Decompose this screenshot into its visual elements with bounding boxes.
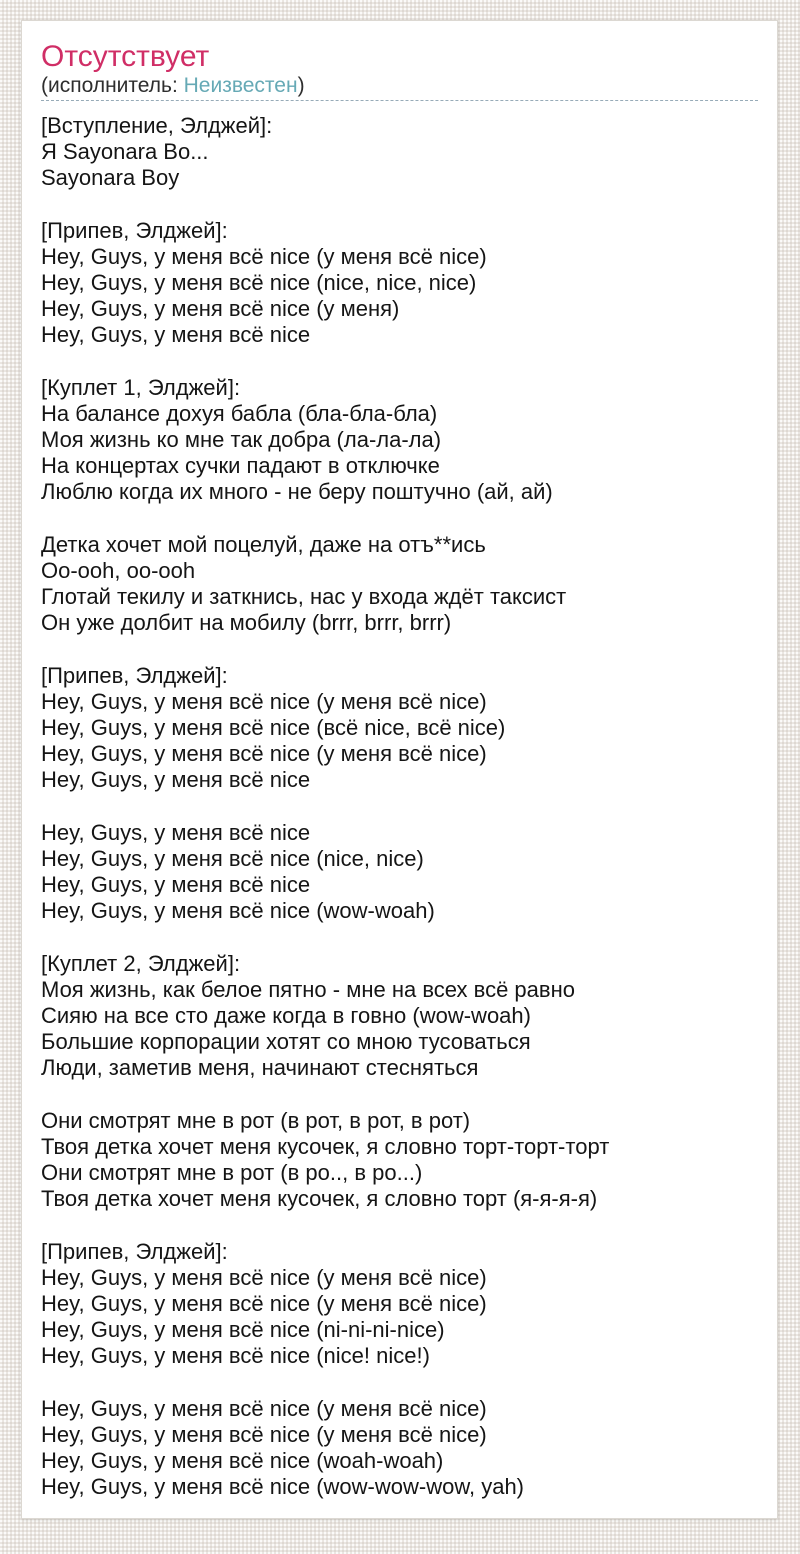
artist-label-suffix: )	[297, 74, 305, 97]
lyric-line: Sayonara Boy	[41, 165, 180, 190]
lyric-stanza	[41, 663, 758, 793]
lyric-stanza	[41, 1239, 758, 1369]
lyric-line: Hey, Guys, у меня всё nice	[41, 820, 311, 845]
lyric-line: [Куплет 2, Элджей]:	[41, 951, 241, 976]
lyric-line: Hey, Guys, у меня всё nice	[41, 872, 311, 897]
lyric-stanza	[41, 1108, 758, 1212]
lyric-line: Hey, Guys, у меня всё nice (nice, nice, nice)	[41, 270, 477, 295]
lyric-line: Hey, Guys, у меня всё nice (nice! nice!)	[41, 1343, 430, 1368]
lyric-line: Моя жизнь, как белое пятно - мне на всех всё равно	[41, 977, 575, 1002]
lyric-stanza	[41, 113, 758, 191]
lyric-line: Hey, Guys, у меня всё nice (у меня всё nice)	[41, 689, 487, 714]
lyric-line: Hey, Guys, у меня всё nice (у меня всё nice)	[41, 1265, 487, 1290]
lyric-stanza	[41, 532, 758, 636]
lyric-line: Детка хочет мой поцелуй, даже на отъ**ись	[41, 532, 486, 557]
lyric-line: Моя жизнь ко мне так добра (ла-ла-ла)	[41, 427, 442, 452]
lyric-line: [Вступление, Элджей]:	[41, 113, 273, 138]
lyric-line: Hey, Guys, у меня всё nice (у меня всё nice)	[41, 244, 487, 269]
lyric-line: Люблю когда их много - не беру поштучно (ай, ай)	[41, 479, 553, 504]
lyric-line: Hey, Guys, у меня всё nice (woah-woah)	[41, 1448, 444, 1473]
artist-label: (исполнитель:	[41, 74, 184, 97]
lyric-line: Они смотрят мне в рот (в рот, в рот, в рот)	[41, 1108, 471, 1133]
lyric-line: Hey, Guys, у меня всё nice (у меня всё nice)	[41, 1422, 487, 1447]
lyric-line: Oo-ooh, oo-ooh	[41, 558, 196, 583]
lyric-line: Hey, Guys, у меня всё nice (у меня)	[41, 296, 400, 321]
lyric-line: [Припев, Элджей]:	[41, 1239, 228, 1264]
lyrics-text	[41, 113, 758, 1500]
lyric-stanza	[41, 1396, 758, 1500]
page	[0, 20, 800, 1554]
lyric-line: Hey, Guys, у меня всё nice (ni-ni-ni-nice)	[41, 1317, 445, 1342]
lyric-line: Твоя детка хочет меня кусочек, я словно торт-торт-торт	[41, 1134, 610, 1159]
lyric-line: Он уже долбит на мобилу (brrr, brrr, brrr)	[41, 610, 452, 635]
artist-link[interactable]: Неизвестен	[183, 74, 298, 97]
lyric-line: На балансе дохуя бабла (бла-бла-бла)	[41, 401, 438, 426]
lyric-line: Hey, Guys, у меня всё nice (nice, nice)	[41, 846, 424, 871]
lyric-line: Hey, Guys, у меня всё nice (wow-woah)	[41, 898, 435, 923]
lyric-line: Я Sayonara Bo...	[41, 139, 209, 164]
lyric-line: Они смотрят мне в рот (в ро.., в ро...)	[41, 1160, 423, 1185]
lyric-line: Твоя детка хочет меня кусочек, я словно торт (я-я-я-я)	[41, 1186, 598, 1211]
lyric-stanza	[41, 820, 758, 924]
lyric-line: Hey, Guys, у меня всё nice (у меня всё nice)	[41, 741, 487, 766]
lyric-line: [Куплет 1, Элджей]:	[41, 375, 241, 400]
artist-line	[41, 75, 758, 97]
lyric-stanza	[41, 218, 758, 348]
lyric-stanza	[41, 951, 758, 1081]
lyric-stanza	[41, 375, 758, 505]
lyrics-card	[21, 20, 778, 1519]
lyric-line: Люди, заметив меня, начинают стесняться	[41, 1055, 479, 1080]
lyric-line: Hey, Guys, у меня всё nice (у меня всё nice)	[41, 1291, 487, 1316]
lyric-line: Hey, Guys, у меня всё nice	[41, 322, 311, 347]
lyric-line: На концертах сучки падают в отключке	[41, 453, 440, 478]
lyric-line: [Припев, Элджей]:	[41, 218, 228, 243]
lyric-line: Сияю на все сто даже когда в говно (wow-woah)	[41, 1003, 531, 1028]
lyric-line: Hey, Guys, у меня всё nice (всё nice, всё nice)	[41, 715, 506, 740]
lyric-line: Hey, Guys, у меня всё nice (wow-wow-wow, yah)	[41, 1474, 525, 1499]
song-title: Отсутствует	[41, 40, 210, 73]
lyric-line: Глотай текилу и заткнись, нас у входа ждёт таксист	[41, 584, 567, 609]
header	[41, 41, 758, 101]
lyric-line: Большие корпорации хотят со мною тусоваться	[41, 1029, 531, 1054]
lyric-line: Hey, Guys, у меня всё nice	[41, 767, 311, 792]
lyric-line: [Припев, Элджей]:	[41, 663, 228, 688]
lyric-line: Hey, Guys, у меня всё nice (у меня всё nice)	[41, 1396, 487, 1421]
